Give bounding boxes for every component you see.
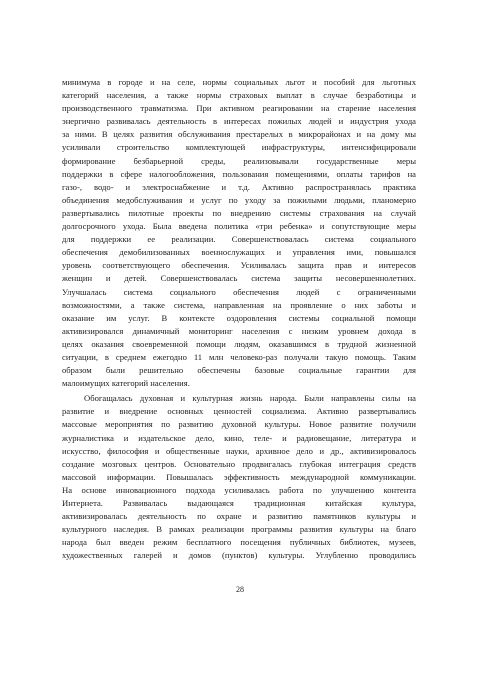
- text-line: малоимущих категорий населения.: [62, 378, 190, 389]
- text-line: газо-, водо- и электроснабжение и т.д. Активно распространялась практика: [62, 181, 416, 192]
- text-line: усиливали строительство комплектующей инфраструктуры, интенсифицировали: [62, 142, 416, 153]
- text-line: объединения медобслуживания и услуг по уходу за пожилыми людьми, планомерно: [62, 194, 416, 205]
- text-line: Улучшалась система социального обеспечения людей с ограниченными: [62, 286, 416, 297]
- text-line: формирование безбарьерной среды, реализовывали государственные меры: [62, 155, 416, 166]
- text-line: для поддержки ее реализации. Совершенствовалась система социального: [62, 234, 416, 245]
- text-line: развитие и внедрение основных ценностей социализма. Активно развертывались: [62, 406, 416, 417]
- text-line: целях оказания своевременной помощи людям, оказавшимся в трудной жизненной: [62, 338, 416, 349]
- text-line: уровень соответствующего обеспечения. Усиливалась защита прав и интересов: [62, 260, 416, 271]
- paragraph: [62, 76, 416, 390]
- text-line: активизировался динамичный мониторинг населения с низким уровнем дохода в: [62, 325, 416, 336]
- text-line: женщин и детей. Совершенствовалась система защиты несовершеннолетних.: [62, 273, 416, 284]
- text-line: образом были решительно обеспечены базовые социальные гарантии для: [62, 365, 416, 376]
- paragraph: [62, 392, 416, 562]
- text-line: категорий населения, а также нормы страховых выплат в случае безработицы и: [62, 90, 416, 101]
- text-line: оказание им услуг. В контексте оздоровления системы социальной помощи: [62, 312, 416, 323]
- text-line: поддержки в сфере налогообложения, пользования помещениями, оплаты тарифов на: [62, 168, 416, 179]
- text-line: культурного наследия. В рамках реализации программы развития культуры на благо: [62, 524, 416, 535]
- text-line: журналистика и издательское дело, кино, теле- и радиовещание, литература и: [62, 432, 416, 443]
- text-line: ситуации, в среднем ежегодно 11 млн человеко-раз получали такую помощь. Таким: [62, 351, 416, 362]
- text-line: искусство, философия и общественные науки, архивное дело и др., активизировалось: [62, 445, 416, 456]
- text-line: создание мозговых центров. Основательно продвигалась глубокая интеграция средств: [62, 458, 416, 469]
- page-number: 28: [236, 585, 244, 594]
- body-text: [62, 76, 416, 562]
- text-line: долгосрочного ухода. Была введена политика «три ребенка» и сопутствующие меры: [62, 221, 416, 232]
- text-line: минимума в городе и на селе, нормы социальных льгот и пособий для льготных: [62, 77, 416, 87]
- text-line: производственного травматизма. При активном реагировании на старение населения: [62, 103, 416, 114]
- text-line: массовые мероприятия по развитию духовной культуры. Новое развитие получили: [62, 419, 416, 430]
- text-line: активизировалась деятельность по охране и развитию памятников культуры и: [62, 511, 416, 522]
- text-line: возможностями, а также система, направленная на проявление о них заботы и: [62, 299, 416, 310]
- text-line: народа был введен режим бесплатного посещения публичных библиотек, музеев,: [62, 537, 416, 548]
- text-line: художественных галерей и домов (пунктов) культуры. Углубленно проводились: [62, 550, 416, 561]
- text-line: массовой информации. Повышалась эффективность международной коммуникации.: [62, 471, 416, 482]
- text-line: за ними. В целях развития обслуживания престарелых в микрорайонах и на дому мы: [62, 129, 416, 140]
- text-line: Интернета. Развивалась выдающаяся традиционная китайская культура,: [62, 498, 416, 508]
- text-line: энергично развивалась деятельность в интересах пожилых людей и индустрия ухода: [62, 116, 416, 127]
- text-line: На основе инновационного подхода усиливалась работа по улучшению контента: [62, 484, 416, 495]
- text-line: развертывались пилотные проекты по внедрению системы страхования на случай: [62, 207, 416, 218]
- text-line: Обогащалась духовная и культурная жизнь народа. Были направлены силы на: [84, 393, 416, 404]
- text-line: обеспечения демобилизованных военнослужащих и управления ими, повышался: [62, 247, 416, 258]
